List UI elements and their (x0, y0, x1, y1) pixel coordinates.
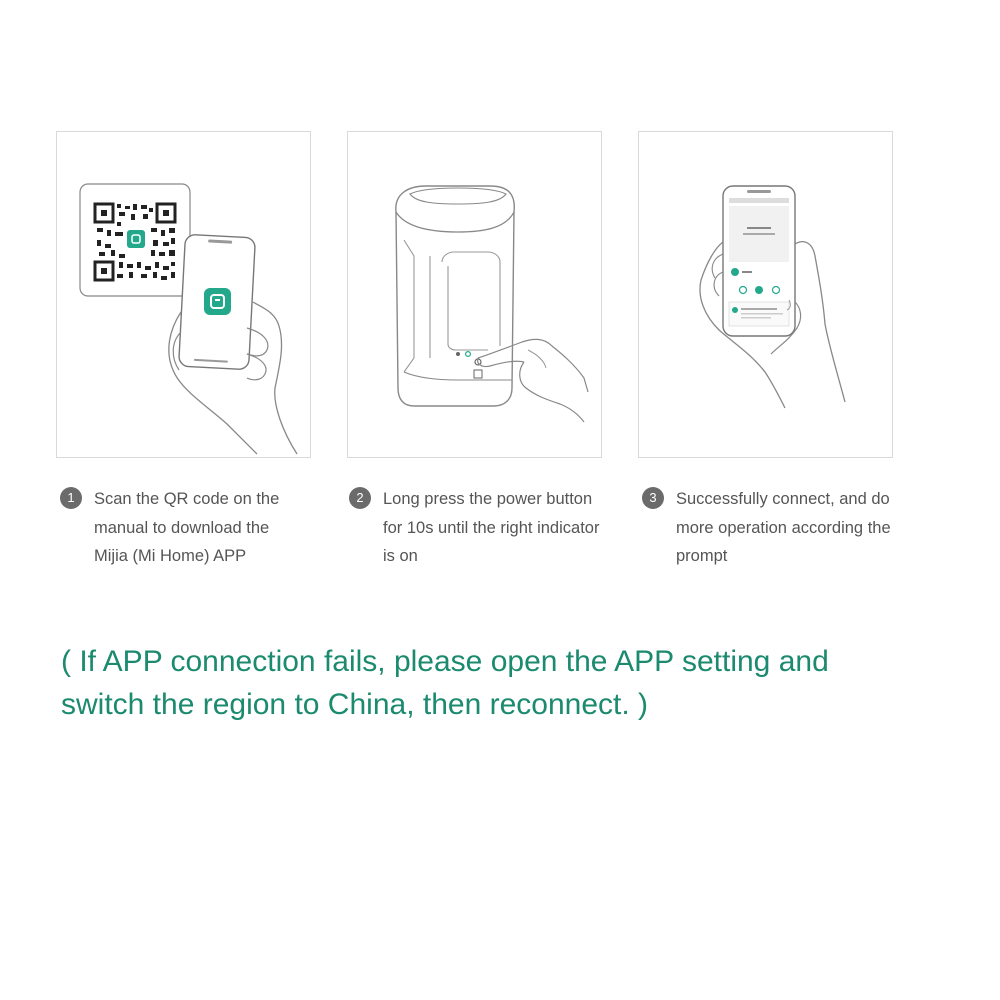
hand-phone-scanning-qr-icon (57, 132, 312, 459)
step-2-caption (349, 485, 624, 571)
step-1-line-1: Scan the QR code on the (94, 490, 280, 508)
step-1-line-3: Mijia (Mi Home) APP (94, 547, 247, 565)
step-2-illustration-panel (347, 131, 602, 458)
step-2-text (383, 485, 624, 571)
step-1-text (94, 485, 335, 571)
step-1-line-2: manual to download the (94, 518, 270, 537)
step-3-caption (642, 485, 917, 571)
hand-holding-phone-app-icon (639, 132, 894, 459)
connection-failure-note (61, 640, 961, 726)
step-number-badge: 1 (60, 487, 82, 509)
note-line-1: ( If APP connection fails, please open the APP setting and (61, 645, 829, 678)
step-2-line-2: for 10s until the right indicator (383, 518, 600, 537)
step-2-line-3: is on (383, 547, 418, 565)
step-2-line-1: Long press the power button (383, 490, 593, 508)
step-number-badge: 3 (642, 487, 664, 509)
step-3-line-3: prompt (676, 547, 728, 565)
step-3-text (676, 485, 917, 571)
note-line-2: switch the region to China, then reconnect. ) (61, 688, 648, 721)
step-3-line-1: Successfully connect, and do (676, 490, 890, 508)
step-3-line-2: more operation according the (676, 518, 891, 537)
finger-pressing-device-button-icon (348, 132, 603, 459)
step-1-illustration-panel (56, 131, 311, 458)
step-number-badge: 2 (349, 487, 371, 509)
step-1-caption (60, 485, 335, 571)
step-3-illustration-panel (638, 131, 893, 458)
